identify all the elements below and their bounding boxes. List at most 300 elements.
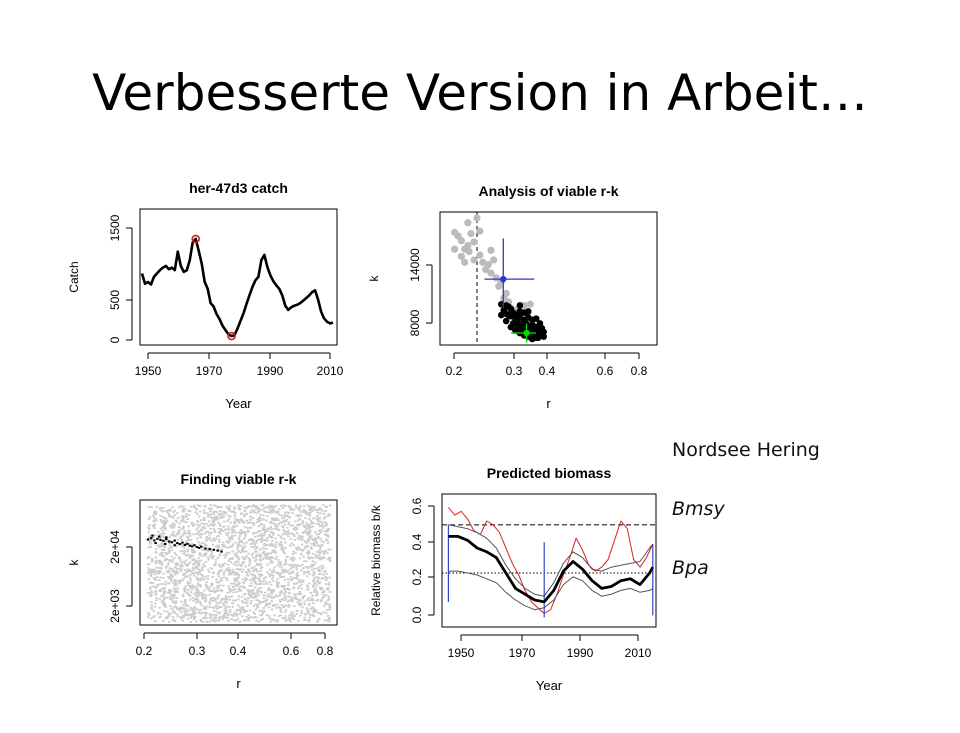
background-point (225, 577, 227, 579)
background-point (197, 593, 199, 595)
background-point (148, 563, 150, 565)
background-point (300, 553, 302, 555)
background-point (190, 539, 192, 541)
background-point (154, 574, 156, 576)
background-point (327, 615, 329, 617)
background-point (277, 559, 279, 561)
biomass-red-line (448, 508, 652, 614)
background-point (174, 514, 176, 516)
background-point (312, 607, 314, 609)
background-point (152, 586, 154, 588)
background-point (182, 506, 184, 508)
biomass-upper-line (448, 525, 652, 596)
background-point (272, 580, 274, 582)
background-point (171, 561, 173, 563)
background-point (187, 618, 189, 620)
background-point (201, 555, 203, 557)
background-point (260, 541, 262, 543)
background-point (234, 600, 236, 602)
background-point (204, 601, 206, 603)
background-point (280, 586, 282, 588)
background-point (323, 605, 325, 607)
background-point (200, 604, 202, 606)
y-axis-label: Catch (67, 261, 81, 293)
background-point (155, 548, 157, 550)
background-point (285, 604, 287, 606)
background-point (285, 591, 287, 593)
background-point (313, 506, 315, 508)
background-point (264, 539, 266, 541)
background-point (314, 573, 316, 575)
viable-point (158, 536, 160, 538)
background-point (210, 597, 212, 599)
background-point (307, 556, 309, 558)
background-point (148, 556, 150, 558)
x-tick-label: 0.8 (630, 364, 648, 378)
background-point (328, 584, 330, 586)
background-point (243, 510, 245, 512)
background-point (318, 618, 320, 620)
background-point (185, 559, 187, 561)
background-point (246, 542, 248, 544)
background-point (324, 550, 326, 552)
background-point (182, 615, 184, 617)
background-point (188, 530, 190, 532)
background-point (324, 516, 326, 518)
background-point (163, 591, 165, 593)
background-point (162, 530, 164, 532)
chart-title: Finding viable r-k (180, 471, 297, 487)
background-point (161, 535, 163, 537)
background-point (186, 518, 188, 520)
background-point (155, 511, 157, 513)
background-point (228, 559, 230, 561)
background-point (247, 531, 249, 533)
background-point (185, 572, 187, 574)
background-point (261, 580, 263, 582)
background-point (234, 515, 236, 517)
background-point (239, 569, 241, 571)
background-point (302, 567, 304, 569)
background-point (232, 544, 234, 546)
background-point (324, 576, 326, 578)
background-point (225, 513, 227, 515)
background-point (306, 524, 308, 526)
background-point (234, 513, 236, 515)
background-point (212, 606, 214, 608)
background-point (199, 580, 201, 582)
background-point (312, 518, 314, 520)
background-point (304, 547, 306, 549)
background-point (196, 513, 198, 515)
background-point (212, 544, 214, 546)
background-point (209, 590, 211, 592)
background-point (200, 536, 202, 538)
x-tick-label: 1950 (134, 364, 162, 378)
background-point (218, 506, 220, 508)
background-point (183, 533, 185, 535)
background-point (296, 537, 298, 539)
background-point (305, 511, 307, 513)
background-point (259, 514, 261, 516)
background-point (315, 585, 317, 587)
background-point (256, 539, 258, 541)
background-point (213, 587, 215, 589)
background-point (187, 582, 189, 584)
background-point (280, 515, 282, 517)
background-point (280, 522, 282, 524)
background-point (251, 617, 253, 619)
background-point (244, 611, 246, 613)
background-point (212, 511, 214, 513)
background-point (282, 526, 284, 528)
background-point (254, 549, 256, 551)
background-point (165, 581, 167, 583)
background-point (287, 535, 289, 537)
background-point (242, 548, 244, 550)
grey-point (485, 261, 492, 268)
background-point (189, 535, 191, 537)
background-point (265, 548, 267, 550)
background-point (285, 531, 287, 533)
background-point (200, 519, 202, 521)
background-point (285, 547, 287, 549)
background-point (283, 594, 285, 596)
background-point (196, 609, 198, 611)
background-point (269, 618, 271, 620)
background-point (149, 572, 151, 574)
background-point (223, 571, 225, 573)
background-point (187, 614, 189, 616)
background-point (244, 546, 246, 548)
background-point (179, 559, 181, 561)
background-point (273, 566, 275, 568)
background-point (233, 612, 235, 614)
background-point (250, 585, 252, 587)
background-point (228, 587, 230, 589)
grey-point (461, 259, 468, 266)
background-point (254, 560, 256, 562)
background-point (314, 582, 316, 584)
background-point (288, 523, 290, 525)
background-point (155, 556, 157, 558)
background-point (320, 613, 322, 615)
background-point (303, 571, 305, 573)
background-point (275, 511, 277, 513)
background-point (291, 579, 293, 581)
background-point (149, 588, 151, 590)
background-point (222, 526, 224, 528)
background-point (296, 572, 298, 574)
background-point (167, 583, 169, 585)
background-point (280, 541, 282, 543)
background-point (151, 558, 153, 560)
background-point (208, 534, 210, 536)
background-point (293, 539, 295, 541)
background-point (147, 612, 149, 614)
viable-point (153, 539, 155, 541)
background-point (158, 554, 160, 556)
background-point (319, 532, 321, 534)
background-point (304, 517, 306, 519)
background-point (203, 590, 205, 592)
background-point (272, 589, 274, 591)
background-point (310, 520, 312, 522)
background-point (209, 511, 211, 513)
background-point (239, 621, 241, 623)
background-point (293, 615, 295, 617)
background-point (243, 522, 245, 524)
background-point (329, 605, 331, 607)
background-point (213, 513, 215, 515)
background-point (227, 542, 229, 544)
background-point (219, 553, 221, 555)
background-point (233, 525, 235, 527)
background-point (192, 569, 194, 571)
background-point (249, 560, 251, 562)
background-point (242, 556, 244, 558)
background-point (149, 586, 151, 588)
background-point (311, 543, 313, 545)
background-point (205, 581, 207, 583)
background-point (328, 582, 330, 584)
viable-point (173, 544, 175, 546)
background-point (276, 604, 278, 606)
background-point (326, 588, 328, 590)
background-point (324, 619, 326, 621)
background-point (326, 525, 328, 527)
background-point (213, 564, 215, 566)
black-point (503, 318, 510, 325)
background-point (158, 534, 160, 536)
background-point (178, 506, 180, 508)
background-point (284, 563, 286, 565)
background-point (207, 514, 209, 516)
background-point (193, 523, 195, 525)
background-point (184, 608, 186, 610)
background-point (244, 526, 246, 528)
background-point (192, 564, 194, 566)
background-point (160, 519, 162, 521)
background-point (300, 584, 302, 586)
background-point (226, 547, 228, 549)
background-point (175, 520, 177, 522)
background-point (296, 575, 298, 577)
background-point (173, 584, 175, 586)
background-point (290, 557, 292, 559)
background-point (290, 538, 292, 540)
background-point (161, 562, 163, 564)
background-point (205, 539, 207, 541)
background-point (259, 576, 261, 578)
background-point (256, 571, 258, 573)
background-point (214, 621, 216, 623)
background-point (193, 593, 195, 595)
background-point (208, 594, 210, 596)
background-point (295, 505, 297, 507)
x-tick-label: 0.2 (135, 644, 153, 658)
background-point (172, 575, 174, 577)
background-point (272, 528, 274, 530)
background-point (173, 579, 175, 581)
background-point (266, 599, 268, 601)
background-point (244, 598, 246, 600)
grey-point (467, 230, 474, 237)
background-point (278, 529, 280, 531)
background-point (250, 600, 252, 602)
background-point (312, 602, 314, 604)
background-point (266, 558, 268, 560)
background-point (296, 564, 298, 566)
background-point (200, 523, 202, 525)
background-point (240, 520, 242, 522)
background-point (194, 608, 196, 610)
background-point (255, 558, 257, 560)
background-point (180, 551, 182, 553)
background-point (170, 579, 172, 581)
background-point (263, 510, 265, 512)
background-point (219, 523, 221, 525)
background-point (263, 507, 265, 509)
background-point (307, 505, 309, 507)
background-point (224, 599, 226, 601)
background-point (326, 552, 328, 554)
background-point (265, 581, 267, 583)
background-point (229, 572, 231, 574)
background-point (162, 583, 164, 585)
background-point (151, 559, 153, 561)
background-point (215, 578, 217, 580)
background-point (299, 600, 301, 602)
background-point (268, 588, 270, 590)
background-point (183, 521, 185, 523)
background-point (148, 614, 150, 616)
background-point (272, 577, 274, 579)
background-point (204, 506, 206, 508)
background-point (311, 510, 313, 512)
background-point (165, 540, 167, 542)
background-point (178, 568, 180, 570)
background-point (205, 585, 207, 587)
background-point (217, 575, 219, 577)
background-point (163, 545, 165, 547)
background-point (270, 595, 272, 597)
background-point (238, 545, 240, 547)
background-point (182, 519, 184, 521)
background-point (205, 594, 207, 596)
background-point (288, 606, 290, 608)
background-point (187, 589, 189, 591)
background-point (147, 527, 149, 529)
background-point (263, 583, 265, 585)
background-point (299, 615, 301, 617)
background-point (184, 508, 186, 510)
background-point (279, 576, 281, 578)
background-point (200, 529, 202, 531)
background-point (171, 547, 173, 549)
background-point (262, 524, 264, 526)
background-point (240, 518, 242, 520)
x-tick-label: 2010 (316, 364, 344, 378)
background-point (234, 523, 236, 525)
background-point (181, 569, 183, 571)
background-point (218, 528, 220, 530)
background-point (248, 557, 250, 559)
background-point (286, 519, 288, 521)
grey-point (470, 238, 477, 245)
background-point (309, 508, 311, 510)
background-point (287, 584, 289, 586)
background-point (147, 616, 149, 618)
background-point (329, 617, 331, 619)
background-point (256, 507, 258, 509)
background-point (160, 613, 162, 615)
background-point (158, 560, 160, 562)
background-point (268, 512, 270, 514)
background-point (280, 537, 282, 539)
background-point (308, 604, 310, 606)
background-point (272, 604, 274, 606)
background-point (232, 603, 234, 605)
background-point (261, 535, 263, 537)
background-point (261, 610, 263, 612)
background-point (265, 529, 267, 531)
x-axis-label: r (236, 676, 241, 691)
background-point (234, 542, 236, 544)
background-point (185, 513, 187, 515)
background-point (195, 598, 197, 600)
background-point (207, 569, 209, 571)
y-tick-label: 0.2 (410, 568, 424, 586)
background-point (218, 619, 220, 621)
background-point (268, 596, 270, 598)
background-point (282, 549, 284, 551)
grey-point (458, 237, 465, 244)
background-point (291, 508, 293, 510)
background-point (176, 597, 178, 599)
background-point (220, 577, 222, 579)
background-point (215, 581, 217, 583)
background-point (215, 559, 217, 561)
background-point (155, 560, 157, 562)
background-point (243, 582, 245, 584)
background-point (270, 531, 272, 533)
background-point (192, 567, 194, 569)
background-point (231, 606, 233, 608)
background-point (315, 540, 317, 542)
background-point (221, 590, 223, 592)
background-point (317, 567, 319, 569)
viable-point (217, 550, 219, 552)
background-point (160, 552, 162, 554)
background-point (184, 599, 186, 601)
viable-point (154, 542, 156, 544)
background-point (254, 613, 256, 615)
background-point (252, 542, 254, 544)
background-point (306, 607, 308, 609)
background-point (256, 521, 258, 523)
background-point (238, 595, 240, 597)
background-point (294, 521, 296, 523)
background-point (316, 576, 318, 578)
background-point (192, 573, 194, 575)
background-point (253, 605, 255, 607)
estimate-point (523, 330, 529, 336)
background-point (251, 567, 253, 569)
background-point (220, 579, 222, 581)
background-point (247, 597, 249, 599)
background-point (172, 516, 174, 518)
